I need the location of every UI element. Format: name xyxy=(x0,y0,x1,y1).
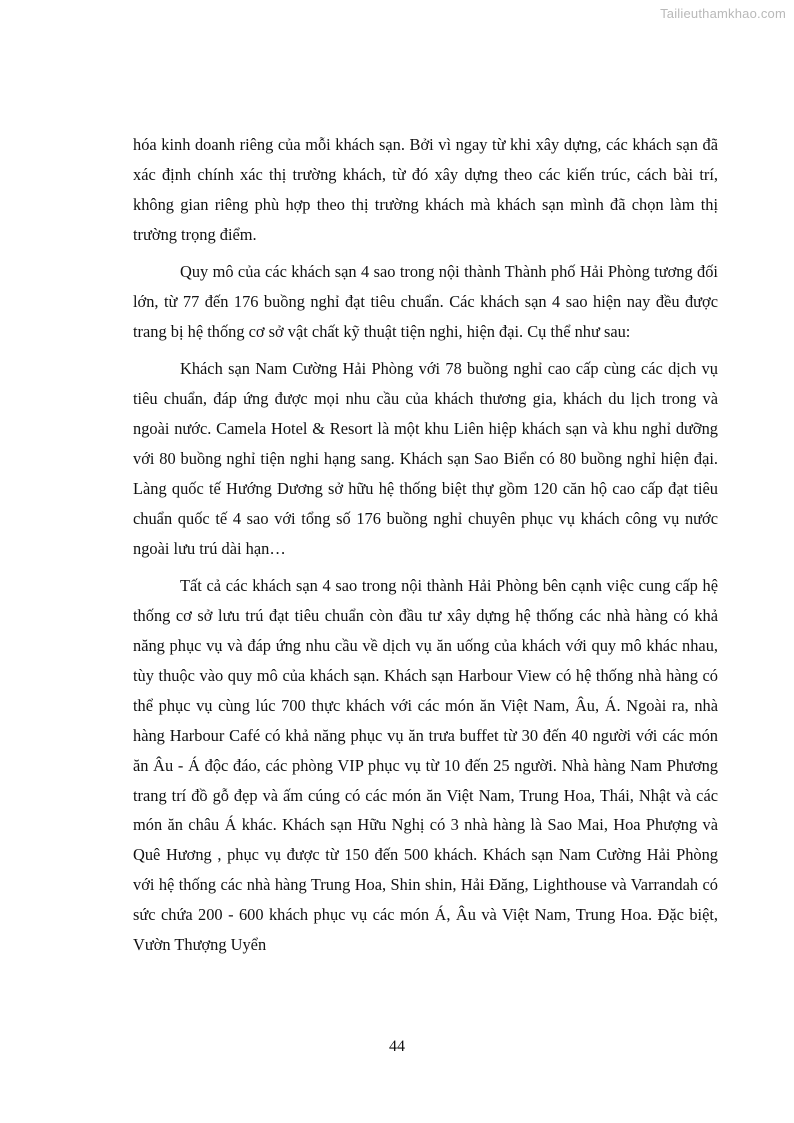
paragraph-continuation: hóa kinh doanh riêng của mỗi khách sạn. Bởi vì ngay từ khi xây dựng, các khách sạn đã xác định chính xác thị trường khách, từ đó xây dựng theo các kiến trúc, cách bài trí, không gian riêng phù hợp theo thị trường khách mà khách sạn mình đã chọn làm thị trường trọng điểm. xyxy=(133,135,718,244)
document-body xyxy=(133,130,718,967)
paragraph-hotel-restaurants: Tất cả các khách sạn 4 sao trong nội thành Hải Phòng bên cạnh việc cung cấp hệ thống cơ sở lưu trú đạt tiêu chuẩn còn đầu tư xây dựng hệ thống các nhà hàng có khả năng phục vụ và đáp ứng nhu cầu về dịch vụ ăn uống của khách với quy mô khác nhau, tùy thuộc vào quy mô của khách sạn. Khách sạn Harbour View có hệ thống nhà hàng có thể phục vụ cùng lúc 700 thực khách với các món ăn Việt Nam, Âu, Á. Ngoài ra, nhà hàng Harbour Café có khả năng phục vụ ăn trưa buffet từ 30 đến 40 người với các món ăn Âu - Á độc đáo, các phòng VIP phục vụ từ 10 đến 25 người. Nhà hàng Nam Phương trang trí đồ gỗ đẹp và ấm cúng có các món ăn Việt Nam, Trung Hoa, Thái, Nhật và các món ăn châu Á khác. Khách sạn Hữu Nghị có 3 nhà hàng là Sao Mai, Hoa Phượng và Quê Hương , phục vụ được từ 150 đến 500 khách. Khách sạn Nam Cường Hải Phòng với hệ thống các nhà hàng Trung Hoa, Shin shin, Hải Đăng, Lighthouse và Varrandah có sức chứa 200 - 600 khách phục vụ các món Á, Âu và Việt Nam, Trung Hoa. Đặc biệt, Vườn Thượng Uyển xyxy=(133,576,718,955)
paragraph-hotel-scale: Quy mô của các khách sạn 4 sao trong nội thành Thành phố Hải Phòng tương đối lớn, từ 77 đến 176 buồng nghỉ đạt tiêu chuẩn. Các khách sạn 4 sao hiện nay đều được trang bị hệ thống cơ sở vật chất kỹ thuật tiện nghi, hiện đại. Cụ thể như sau: xyxy=(133,262,718,341)
paragraph-hotel-rooms: Khách sạn Nam Cường Hải Phòng với 78 buồng nghỉ cao cấp cùng các dịch vụ tiêu chuẩn, đáp ứng được mọi nhu cầu của khách thương gia, khách du lịch trong và ngoài nước. Camela Hotel & Resort là một khu Liên hiệp khách sạn và khu nghỉ dưỡng với 80 buồng nghỉ tiện nghi hạng sang. Khách sạn Sao Biển có 80 buồng nghỉ hiện đại. Làng quốc tế Hướng Dương sở hữu hệ thống biệt thự gồm 120 căn hộ cao cấp đạt tiêu chuẩn quốc tế 4 sao với tổng số 176 buồng nghỉ chuyên phục vụ khách công vụ nước ngoài lưu trú dài hạn… xyxy=(133,359,718,558)
watermark: Tailieuthamkhao.com xyxy=(660,6,786,21)
page-number: 44 xyxy=(389,1038,405,1055)
